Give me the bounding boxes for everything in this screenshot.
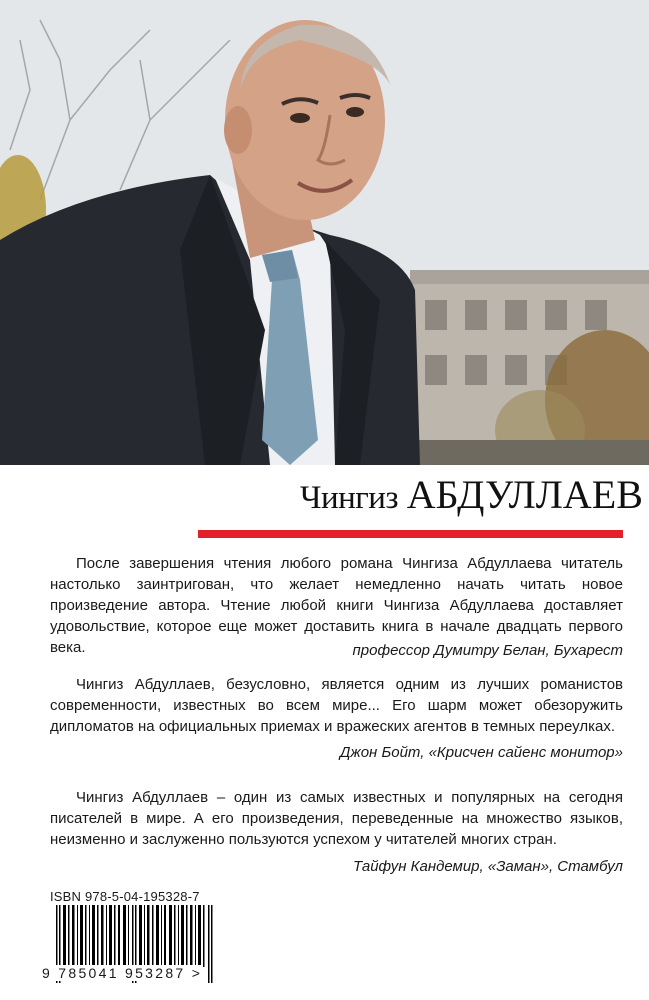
- author-name: [300, 470, 643, 523]
- isbn-label: ISBN 978-5-04-195328-7: [50, 889, 200, 904]
- author-last-name: АБДУЛЛАЕВ: [406, 472, 643, 517]
- quote-attribution-3: Тайфун Кандемир, «Заман», Стамбул: [353, 858, 623, 875]
- quote-attribution-2: Джон Бойт, «Крисчен сайенс монитор»: [339, 744, 623, 761]
- author-first-name: Чингиз: [300, 480, 398, 516]
- quote-text-3: Чингиз Абдуллаев – один из самых известных и популярных на сегодня писателей в мире. А его произведения, переведенные на множество языков, неизменно и заслуженно пользуются успехом у читателей многих стран.: [50, 789, 623, 848]
- quote-text-1: После завершения чтения любого романа Чингиза Абдуллаева читатель настолько заинтригован, что желает немедленно начать читать новое произведение автора. Чтение любой книги Чингиза Абдуллаева доставляет удовольствие, которое еще может доставить книга в начале двадцать первого века.: [50, 555, 623, 656]
- barcode-digits: 9 785041 953287 >: [42, 965, 203, 981]
- author-portrait-icon: [0, 0, 649, 465]
- quote-attribution-1: профессор Думитру Белан, Бухарест: [352, 642, 623, 659]
- quote-text-2: Чингиз Абдуллаев, безусловно, является одним из лучших романистов современности, известных во всем мире... Его шарм может обезоружить дипломатов на официальных приемах и вражеских агентов в темных переулках.: [50, 676, 623, 735]
- red-divider: [198, 530, 623, 538]
- author-photo: [0, 0, 649, 465]
